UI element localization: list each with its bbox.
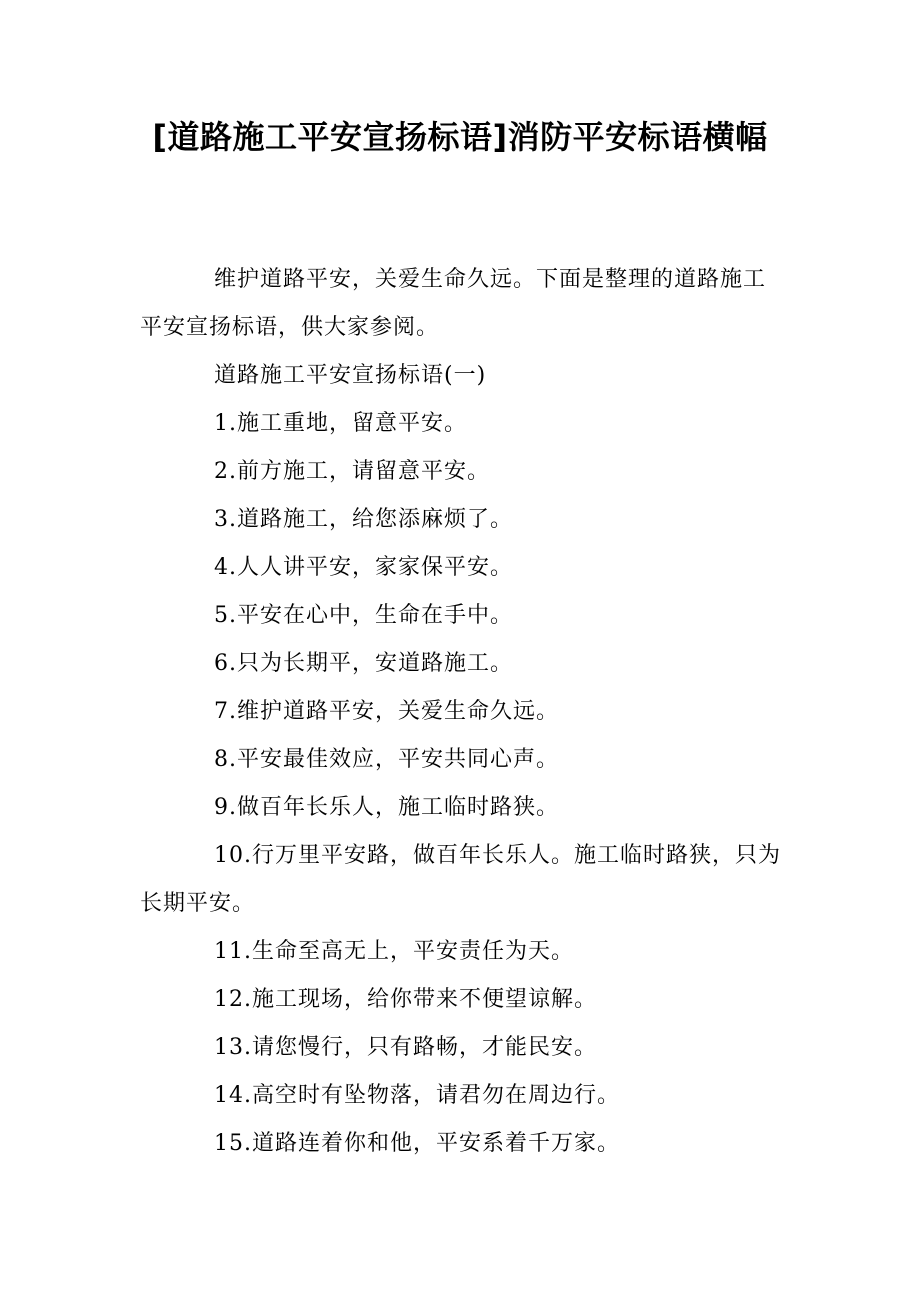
slogan-item: 1.施工重地，留意平安。 [214,411,467,436]
slogan-item: 9.做百年长乐人，施工临时路狭。 [214,795,559,820]
slogan-item: 8.平安最佳效应，平安共同心声。 [214,747,559,772]
document-body [140,256,788,1168]
slogan-item: 7.维护道路平安，关爱生命久远。 [214,699,559,724]
slogan-item: 11.生命至高无上，平安责任为天。 [214,939,574,964]
document-title: [道路施工平安宣扬标语]消防平安标语横幅 [152,118,768,156]
slogan-item: 2.前方施工，请留意平安。 [214,459,490,484]
slogan-item: 5.平安在心中，生命在手中。 [214,603,513,628]
slogan-item: 10.行万里平安路，做百年长乐人。施工临时路狭，只为长期平安。 [140,843,781,916]
slogan-item: 6.只为长期平，安道路施工。 [214,651,513,676]
section-heading: 道路施工平安宣扬标语(一) [214,363,487,388]
slogan-item: 15.道路连着你和他，平安系着千万家。 [214,1131,620,1156]
slogan-item: 3.道路施工，给您添麻烦了。 [214,507,513,532]
intro-paragraph: 维护道路平安，关爱生命久远。下面是整理的道路施工平安宣扬标语，供大家参阅。 [140,267,767,340]
slogan-item: 13.请您慢行，只有路畅，才能民安。 [214,1035,597,1060]
slogan-item: 14.高空时有坠物落，请君勿在周边行。 [214,1083,620,1108]
slogan-item: 12.施工现场，给你带来不便望谅解。 [214,987,597,1012]
slogan-item: 4.人人讲平安，家家保平安。 [214,555,513,580]
